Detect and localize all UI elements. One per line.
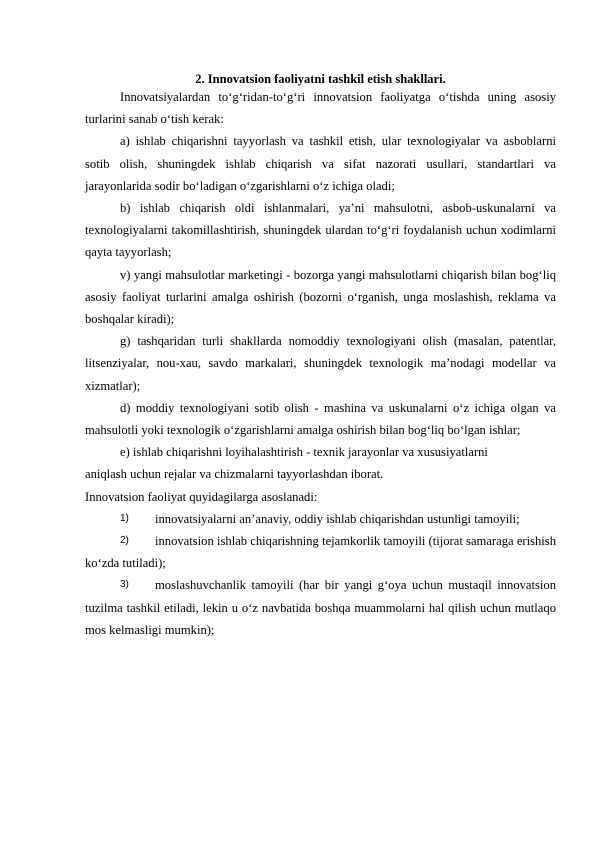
principle-item-2 <box>85 530 556 574</box>
principle-item-1 <box>85 508 556 530</box>
list-item-e-line1: e) ishlab chiqarishni loyihalashtirish - texnik jarayonlar va xususiyatlarni <box>120 445 488 460</box>
principle-marker: 3) <box>120 579 129 591</box>
list-item-a: a) ishlab chiqarishni tayyorlash va tashkil etish, ular texnologiyalar va asboblarni sotib olish, shuningdek ishlab chiqarish va sifat nazorati usullari, standartlari va jarayonlarida sodir bo‘ladigan o‘zgarishlarni o‘z ichiga oladi; <box>85 134 556 193</box>
list-item-d: d) moddiy texnologiyani sotib olish - mashina va uskunalarni o‘z ichiga olgan va mahsulotli yoki texnologik o‘zgarishlarni amalga oshirish bilan bog‘liq bo‘lgan ishlar; <box>85 400 556 438</box>
principle-text: innovatsion ishlab chiqarishning tejamkorlik tamoyili (tijorat samaraga erishish ko‘zda tutiladi); <box>85 534 556 571</box>
principle-marker: 1) <box>120 512 129 524</box>
list-item-g: g) tashqaridan turli shakllarda nomoddiy texnologiyani olish (masalan, patentlar, litsenziyalar, nou-xau, savdo markalari, shuningdek texnologik ma’nodagi modellar va xizmatlar); <box>85 334 556 393</box>
intro-paragraph: Innovatsiyalardan to‘g‘ridan-to‘g‘ri innovatsion faoliyatga o‘tishda uning asosiy turlarini sanab o‘tish kerak: <box>85 90 556 127</box>
principle-item-3 <box>85 574 556 641</box>
list-item-v: v) yangi mahsulotlar marketingi - bozorga yangi mahsulotlarni chiqarish bilan bog‘liq asosiy faoliyat turlarini amalga oshirish (bozorni o‘rganish, unga moslashish, reklama va boshqalar kiradi); <box>85 267 556 327</box>
document-page <box>85 72 556 641</box>
list-item-e-line2: aniqlash uchun rejalar va chizmalarni tayyorlashdan iborat. <box>85 467 384 482</box>
list-item-b: b) ishlab chiqarish oldi ishlanmalari, ya’ni mahsulotni, asbob-uskunalarni va texnologiyalarni takomillashtirish, shuningdek ulardan to‘g‘ri foydalanish uchun xodimlarni qayta tayyorlash; <box>85 201 556 260</box>
principles-intro: Innovatsion faoliyat quyidagilarga asoslanadi: <box>85 489 318 504</box>
principle-text: innovatsiyalarni an’anaviy, oddiy ishlab chiqarishdan ustunligi tamoyili; <box>155 511 520 526</box>
section-title: 2. Innovatsion faoliyatni tashkil etish shakllari. <box>195 72 446 86</box>
principle-marker: 2) <box>120 535 129 547</box>
principle-text: moslashuvchanlik tamoyili (har bir yangi g‘oya uchun mustaqil innovatsion tuzilma tashkil etiladi, lekin u o‘z navbatida boshqa muammolarni hal qilish uchun mutlaqo mos kelmasligi mumkin); <box>85 578 556 637</box>
